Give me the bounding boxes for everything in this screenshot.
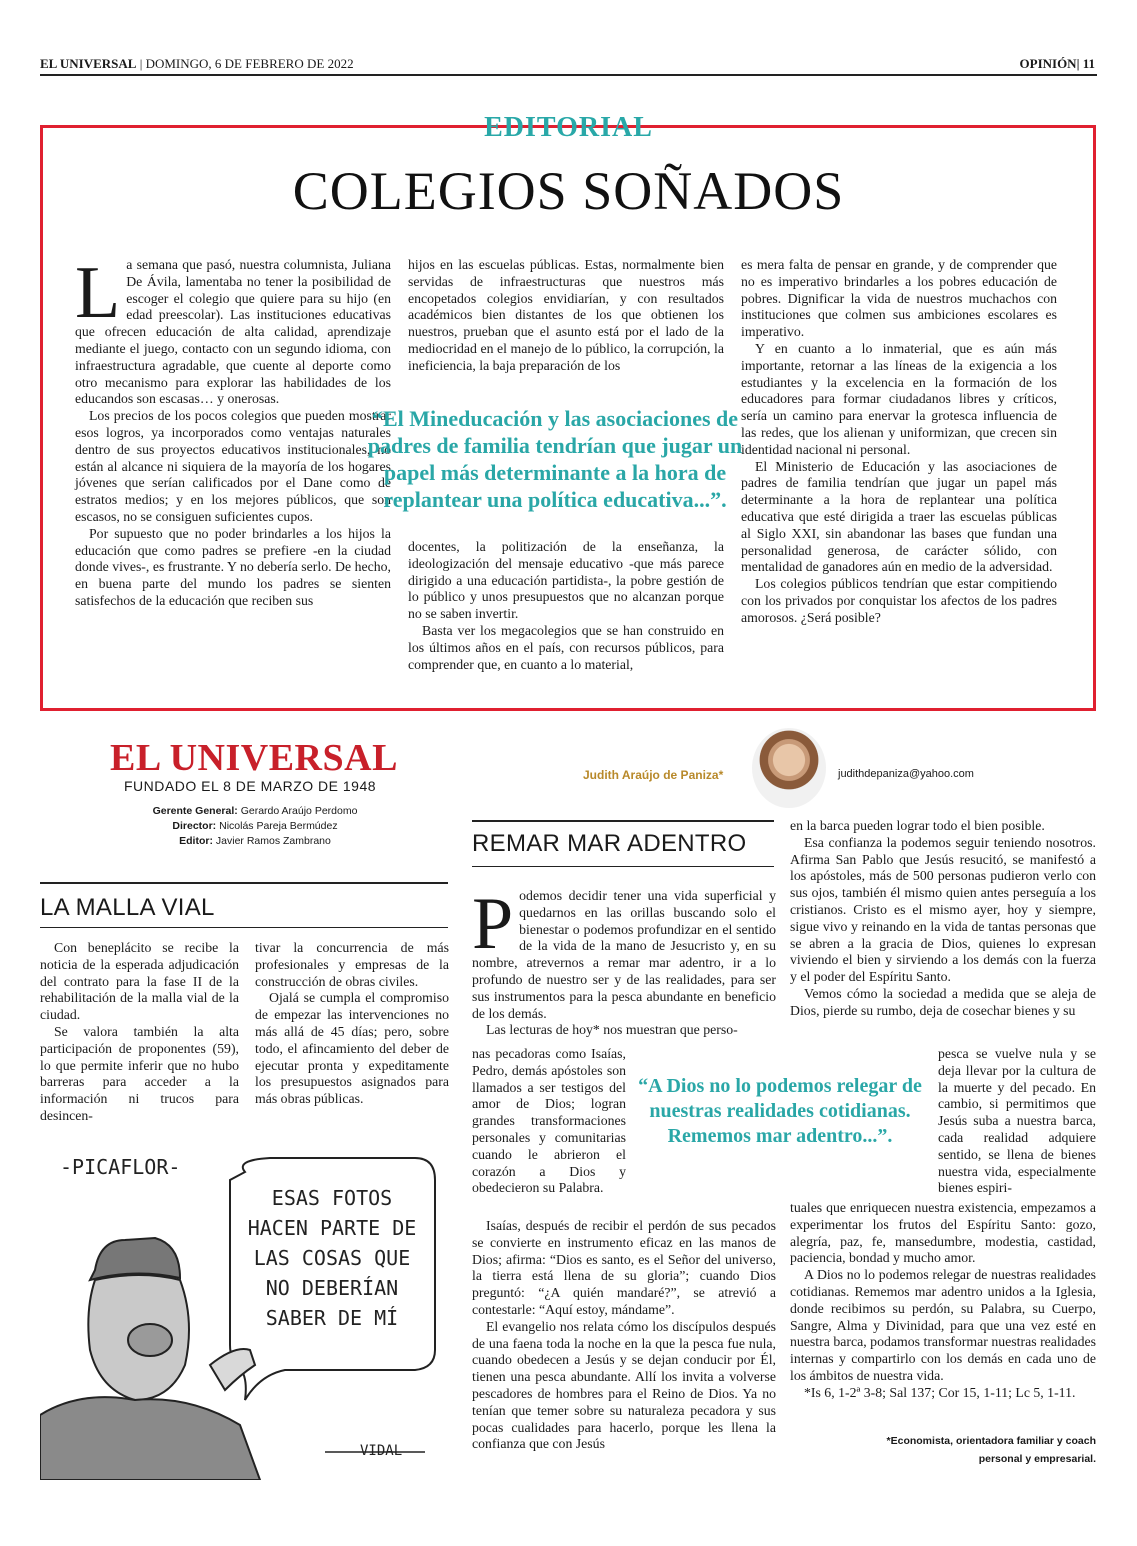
malla-column-2 [255,940,449,1108]
editorial-kicker: EDITORIAL [484,112,653,143]
masthead-staff [120,804,390,849]
column-col1-narrow [472,1046,626,1197]
staff-line: Director: Nicolás Pareja Bermúdez [172,820,338,832]
column-title: REMAR MAR ADENTRO [472,830,747,857]
column-author: Judith Araújo de Paniza* [583,768,724,782]
malla-rule [40,882,448,884]
column-col2-p1: en la barca pueden lograr todo el bien posible. [790,818,1045,833]
editorial-column-2-bottom [408,539,724,673]
column-col1-p4: El evangelio nos relata cómo los discípulos después de una faena toda la noche en la que la pesca fue nula, cuando obedecen a Jesús y se dejan conducir por Él, tienen una pesca abundante. Allí los invita a volverse pescadores de hombres para el Reino de Dios. Ya no tenían que temer sobre su naturaleza pecadora y sus pocas cualidades para hacerlo, porque les llena la confianza que con Jesús [472,1318,776,1452]
cartoon-speech-line-1: ESAS FOTOS [271,1186,393,1210]
editorial-col1-p1: a semana que pasó, nuestra columnista, Juliana De Ávila, lamentaba no tener la posibilidad de escoger el colegio que quiere para su hijo (en edad preescolar). Las instituciones educativas que ofrecen educación de alta calidad, aprendizaje mediante el juego, contacto con un segundo idioma, con infraestructura agradable, que cuente al deporte como otro mecanismo para explorar las habilidades de los educandos son escasas… y onerosas. [75,257,391,407]
column-email: judithdepaniza@yahoo.com [838,768,974,780]
editorial-dropcap: L [75,252,121,334]
column-col2-top [790,818,1096,1020]
malla-title: LA MALLA VIAL [40,894,215,921]
editorial-col2-p1: hijos en las escuelas públicas. Estas, normalmente bien servidas de infraestructuras que nuestros más encopetados colegios envidiarían, y con resultados académicos bien distantes de los que obtienen los nuestros, prueban que el asunto está por el lado de la mediocridad en el manejo de lo público, la corrupción, la ineficiencia, la baja preparación de los [408,257,724,373]
header-paper: EL UNIVERSAL [40,56,137,71]
header-right: OPINIÓN| 11 [1019,56,1095,71]
malla-col1-p2: Se valora también la alta participación de proponentes (59), lo que permite inferir que no hubo barreras para acceder a la información ni trucos para desincen- [40,1023,239,1123]
cartoon-speech-line-4: NO DEBERÍAN [265,1276,399,1300]
column-title-rule [472,820,774,822]
masthead-name: EL UNIVERSAL [110,737,398,779]
cartoon-illustration [40,1150,450,1480]
column-col1-bottom [472,1218,776,1453]
column-col2-p2: Esa confianza la podemos seguir teniendo nosotros. Afirma San Pablo que Jesús resucitó, se manifestó a los apóstoles, más de 500 personas pudieron verlo con sus ojos, también él mismo quien antes perseguía a los cristianos. Cristo es el mismo ayer, hoy y siempre, sigue vivo y reinando en la vida de tantas personas que se abren a la gracia de Dios, quienes lo expresan viviendo el bien y sirviendo a los demás con la fuerza y el poder del Espíritu Santo. [790,834,1096,985]
header-left: EL UNIVERSAL | DOMINGO, 6 DE FEBRERO DE 2022 [40,56,354,71]
editorial-col2-p3: Basta ver los megacolegios que se han construido en los últimos años en el país, con recursos públicos, para comprender que, en cuanto a lo material, [408,622,724,672]
column-col2-p5: A Dios no lo podemos relegar de nuestras realidades cotidianas. Rememos mar adentro unidos a la Iglesia, donde recibimos su perdón, su Palabra, su Cuerpo, Sangre, Alma y Divinidad, para que una vez esté en nuestra barca, podamos transformar nuestras realidades internas y compartirlo con los demás en cada uno de los ámbitos de nuestra vida. [790,1267,1096,1383]
column-dropcap: P [472,883,514,965]
header-rule [40,74,1097,76]
malla-col2-p1: tivar la concurrencia de más profesionales y empresas de la construcción de obras civiles. [255,940,449,989]
column-references: *Is 6, 1-2ª 3-8; Sal 137; Cor 15, 1-11; Lc 5, 1-11. [804,1384,1076,1400]
masthead-founded: FUNDADO EL 8 DE MARZO DE 1948 [124,778,377,794]
header-page: 11 [1082,56,1095,71]
column-footnote-1: *Economista, orientadora familiar y coach [886,1435,1096,1447]
malla-col1-p1: Con beneplácito se recibe la noticia de la esperada adjudicación del contrato para la fase II de la rehabilitación de la malla vial de la ciudad. [40,940,239,1023]
column-col1-p3: Isaías, después de recibir el perdón de sus pecados se convierte en instrumento eficaz en las manos de Dios; afirma: “Dios es santo, es el Señor del universo, la tierra está llena de su gloria”; cuando Dios preguntó: “¿A quién mandaré?”, se atrevió a contestarle: “Aquí estoy, mándame”. [472,1218,776,1317]
editorial-column-3 [741,257,1057,627]
column-col2-p4: tuales que enriquecen nuestra existencia, empezamos a experimentar los frutos del Espíritu Santo: gozo, alegría, paz, fe, mansedumbre, modestia, castidad, paciencia, bondad y mucho amor. [790,1200,1096,1266]
column-pullquote: “A Dios no lo podemos relegar de nuestras realidades cotidianas. Rememos mar adentro...”. [638,1075,922,1147]
column-title-rule-bottom [472,866,774,867]
column-col2-narrow [938,1046,1096,1197]
malla-col2-p2: Ojalá se cumpla el compromiso de empezar las intervenciones no más allá de 45 días; pero, sobre todo, el afincamiento del deber de ejecutar pronta y expeditamente los presupuestos asignados para más obras públicas. [255,990,449,1107]
column-col1-narrow-text: nas pecadoras como Isaías, Pedro, demás apóstoles son llamados a ser testigos del amor de Dios; logran grandes transformaciones personales y comunitarias cuando le abrieron el corazón a Dios y obedecieron su Palabra. [472,1046,626,1196]
cartoon-speech-line-2: HACEN PARTE DE [247,1216,417,1240]
editorial-col1-p3: Por supuesto que no poder brindarles a los hijos la educación que como padres se prefiere -en la ciudad donde vives-, es frustrante. Y no debería serlo. De hecho, en buena parte del mundo los padres se sienten satisfechos de la educación que reciben sus [75,525,391,608]
cartoon-speech-line-3: LAS COSAS QUE [253,1246,411,1270]
malla-column-1 [40,940,239,1125]
editorial-col1-p2: Los precios de los pocos colegios que pueden mostrar esos logros, ya incorporados como ventajas naturales dentro de sus proyectos educativos institucionales, no están al alcance ni siquiera de la mayoría de los hogares jóvenes que serían calificados por el Dane como de estratos medios; y en los mejores públicos, que son escasos, no se consiguen suficientes cupos. [75,408,391,524]
column-col2-p3: Vemos cómo la sociedad a medida que se aleja de Dios, pierde su rumbo, deja de cosechar bienes y su [790,985,1096,1018]
editorial-col3-p3: El Ministerio de Educación y las asociaciones de padres de familia tendrían que jugar un papel más determinante a la hora de replantear una política educativa que esté dirigida a traer las escuelas públicas al Siglo XXI, sin abandonar las bases que fundan una personalidad generosa, de carácter sólido, con mentalidad de ganadores aún en medio de la adversidad. [741,458,1057,575]
header-section: OPINIÓN [1019,56,1077,71]
editorial-col3-p2: Y en cuanto a lo inmaterial, que es aún más importante, retornar a las líneas de la exigencia a los estudiantes y la excelencia en la formación de los educadores para formar ciudadanos libres y críticos, sería un camino para enervar la grotesca influencia de las redes, que los alienan y uniformizan, que crecen sin identidad nacional ni personal. [741,340,1057,457]
editorial-pullquote: “El Mineducación y las asociaciones de padres de familia tendrían que jugar un papel más determinante a la hora de replantear una política educativa...”. [367,406,743,512]
cartoon-speech-line-5: SABER DE MÍ [265,1306,399,1330]
author-avatar [752,728,826,808]
editorial-col2-p2: docentes, la politización de la enseñanza, la ideologización del mensaje educativo -que más parece dirigido a una educación partidista-, la pobre gestión de lo público y unos presupuestos que no alcanzan porque no se saben invertir. [408,539,724,622]
malla-rule-bottom [40,927,448,928]
column-col2-narrow-text: pesca se vuelve nula y se deja llevar por la cultura de la muerte y del pecado. En cambio, si permitimos que Jesús suba a nuestra barca, cada realidad adquiere sentido, se llena de bienes nuestra vida, especialmente bienes espiri- [938,1046,1096,1196]
staff-line: Editor: Javier Ramos Zambrano [179,835,331,847]
editorial-column-2-top [408,257,724,375]
column-col1-p2: Las lecturas de hoy* nos muestran que perso- [486,1022,738,1038]
editorial-col3-p4: Los colegios públicos tendrían que estar compitiendo con los privados por conquistar los afectos de los padres amorosos. ¿Será posible? [741,576,1057,625]
editorial-col3-p1: es mera falta de pensar en grande, y de comprender que no es imperativo brindarles a los pobres educación de pobres. Dignificar la vida de nuestros muchachos con instituciones que colmen sus ambiciones escolares es imperativo. [741,257,1057,340]
cartoon-signature-bottom: VIDAL [360,1443,403,1459]
column-col2-bottom [790,1200,1096,1402]
column-col1-p1: odemos decidir tener una vida superficial y quedarnos en las orillas buscando solo el bienestar o podemos profundizar en el sentido de la vida de la mano de Jesucristo y, en su nombre, atrevernos a remar mar adentro, ir a lo profundo de nuestro ser y de las realidades, para ser sus instrumentos para la pesca abundante en beneficio de los demás. [472,888,776,1021]
column-footnote [790,1432,1096,1468]
column-col1-top [472,883,776,1039]
editorial-title: COLEGIOS SOÑADOS [292,161,845,221]
header-date: DOMINGO, 6 DE FEBRERO DE 2022 [145,56,354,71]
cartoon-signature-top: -PICAFLOR- [60,1155,181,1179]
column-footnote-2: personal y empresarial. [978,1453,1096,1465]
staff-line: Gerente General: Gerardo Araújo Perdomo [152,805,358,817]
